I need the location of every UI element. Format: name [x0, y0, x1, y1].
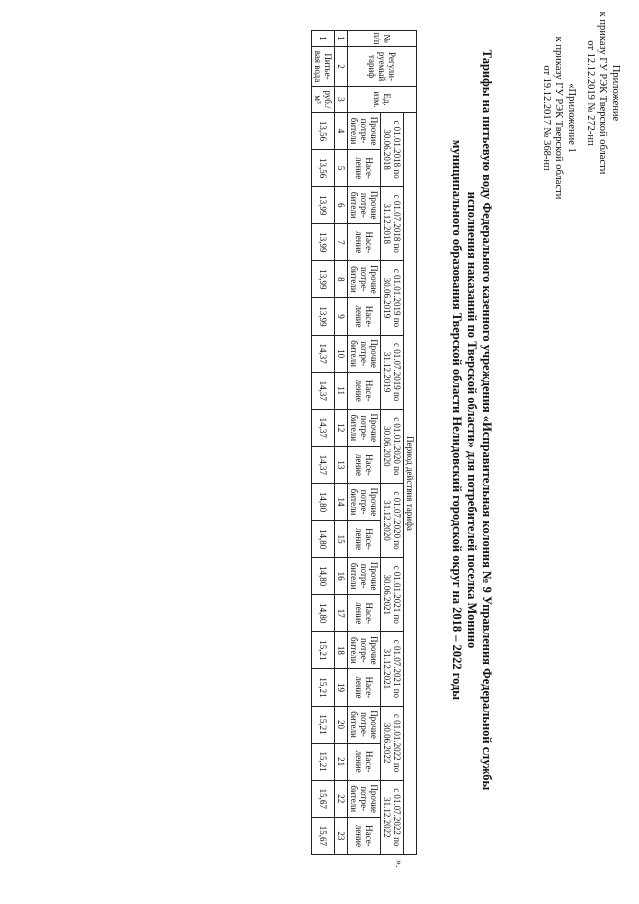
sub-population-header: Насе-ление	[348, 595, 381, 632]
tariff-value: 15,21	[312, 743, 335, 780]
column-number: 22	[335, 780, 348, 817]
tariff-value: 15,67	[312, 817, 335, 854]
period-cell: с 01.01.2018 по 30.06.2018	[381, 113, 404, 187]
sub-other-header: Прочие потре-бители	[348, 113, 381, 150]
column-number: 1	[335, 31, 348, 47]
sub-population-header: Насе-ление	[348, 817, 381, 854]
row-tariff-name: Питье-вая вода	[312, 47, 335, 87]
column-number: 5	[335, 150, 348, 187]
column-number: 3	[335, 87, 348, 113]
column-number: 6	[335, 187, 348, 224]
tariff-value: 13,99	[312, 298, 335, 335]
column-number: 17	[335, 595, 348, 632]
col-tariff-header: Регули-руемый тариф	[348, 47, 417, 87]
sub-population-header: Насе-ление	[348, 298, 381, 335]
period-cell: с 01.07.2021 по 31.12.2021	[381, 632, 404, 706]
period-cell: с 01.01.2020 по 30.06.2020	[381, 409, 404, 483]
sub-population-header: Насе-ление	[348, 521, 381, 558]
period-cell: с 01.07.2020 по 31.12.2020	[381, 483, 404, 557]
column-number: 23	[335, 817, 348, 854]
appendix-header	[584, 8, 622, 178]
tariff-value: 14,80	[312, 558, 335, 595]
appendix-prev-line: к приказу ГУ РЭК Тверской области	[553, 36, 565, 200]
sub-population-header: Насе-ление	[348, 446, 381, 483]
sub-population-header: Насе-ление	[348, 224, 381, 261]
tariff-value: 15,67	[312, 780, 335, 817]
period-cell: с 01.01.2019 по 30.06.2019	[381, 261, 404, 335]
column-number: 2	[335, 47, 348, 87]
tariff-value: 14,37	[312, 409, 335, 446]
row-unit: руб./м³	[312, 87, 335, 113]
tariff-value: 14,37	[312, 335, 335, 372]
col-no-header: № п/п	[348, 31, 417, 47]
tariff-value: 15,21	[312, 706, 335, 743]
column-number: 21	[335, 743, 348, 780]
sub-other-header: Прочие потре-бители	[348, 558, 381, 595]
sub-population-header: Насе-ление	[348, 743, 381, 780]
period-header: Период действия тарифа	[404, 113, 417, 855]
column-number: 9	[335, 298, 348, 335]
appendix-prev-line: «Приложение 1	[566, 83, 577, 153]
column-number: 11	[335, 372, 348, 409]
column-number: 7	[335, 224, 348, 261]
tariff-value: 14,80	[312, 521, 335, 558]
column-number: 13	[335, 446, 348, 483]
sub-other-header: Прочие потре-бители	[348, 187, 381, 224]
title-line: муниципального образования Тверской области Нелидовский городской округ на 2018 – 2022 годы	[450, 139, 464, 701]
row-number: 1	[312, 31, 335, 47]
appendix-line: от 12.12.2019 № 272-нп	[585, 40, 596, 146]
sub-other-header: Прочие потре-бители	[348, 261, 381, 298]
column-number: 8	[335, 261, 348, 298]
column-number: 14	[335, 483, 348, 520]
tariff-value: 14,37	[312, 446, 335, 483]
appendix-line: к приказу ГУ РЭК Тверской области	[597, 11, 609, 175]
sub-other-header: Прочие потре-бители	[348, 483, 381, 520]
subheader-row	[348, 31, 381, 855]
sub-population-header: Насе-ление	[348, 372, 381, 409]
period-cell: с 01.01.2022 по 30.06.2022	[381, 706, 404, 780]
column-number: 12	[335, 409, 348, 446]
table-row	[312, 31, 335, 855]
document-title	[449, 40, 494, 800]
sub-population-header: Насе-ление	[348, 150, 381, 187]
title-line: исполнения наказаний по Тверской области» для потребителей поселка Монино	[465, 191, 479, 649]
period-cell: с 01.07.2019 по 31.12.2019	[381, 335, 404, 409]
tariff-value: 14,80	[312, 483, 335, 520]
appendix-prev-line: от 19.12.2017 № 368-нп	[541, 65, 552, 171]
tariff-value: 13,56	[312, 150, 335, 187]
column-number: 15	[335, 521, 348, 558]
period-cell: с 01.07.2022 по 31.12.2022	[381, 780, 404, 854]
tariff-value: 14,37	[312, 372, 335, 409]
tariff-table	[311, 30, 417, 855]
column-number-row	[335, 31, 348, 855]
period-row	[381, 31, 404, 855]
period-cell: с 01.01.2021 по 30.06.2021	[381, 558, 404, 632]
col-unit-header: Ед. изм.	[348, 87, 417, 113]
closing-quote: ».	[393, 860, 404, 868]
sub-population-header: Насе-ление	[348, 669, 381, 706]
sub-other-header: Прочие потре-бители	[348, 335, 381, 372]
header-row	[404, 31, 417, 855]
sub-other-header: Прочие потре-бители	[348, 780, 381, 817]
tariff-value: 13,99	[312, 187, 335, 224]
column-number: 4	[335, 113, 348, 150]
sub-other-header: Прочие потре-бители	[348, 632, 381, 669]
column-number: 10	[335, 335, 348, 372]
tariff-value: 13,99	[312, 261, 335, 298]
tariff-value: 14,80	[312, 595, 335, 632]
appendix-line: Приложение	[610, 64, 621, 122]
tariff-value: 13,99	[312, 224, 335, 261]
tariff-value: 13,56	[312, 113, 335, 150]
tariff-value: 15,21	[312, 632, 335, 669]
column-number: 20	[335, 706, 348, 743]
sub-other-header: Прочие потре-бители	[348, 706, 381, 743]
column-number: 18	[335, 632, 348, 669]
title-line: Тарифы на питьевую воду Федерального казенного учреждения «Исправительная колония № 9 Управления Федеральной службы	[480, 49, 494, 791]
column-number: 19	[335, 669, 348, 706]
column-number: 16	[335, 558, 348, 595]
period-cell: с 01.07.2018 по 31.12.2018	[381, 187, 404, 261]
sub-other-header: Прочие потре-бители	[348, 409, 381, 446]
tariff-value: 15,21	[312, 669, 335, 706]
appendix-prev-header	[540, 8, 578, 228]
